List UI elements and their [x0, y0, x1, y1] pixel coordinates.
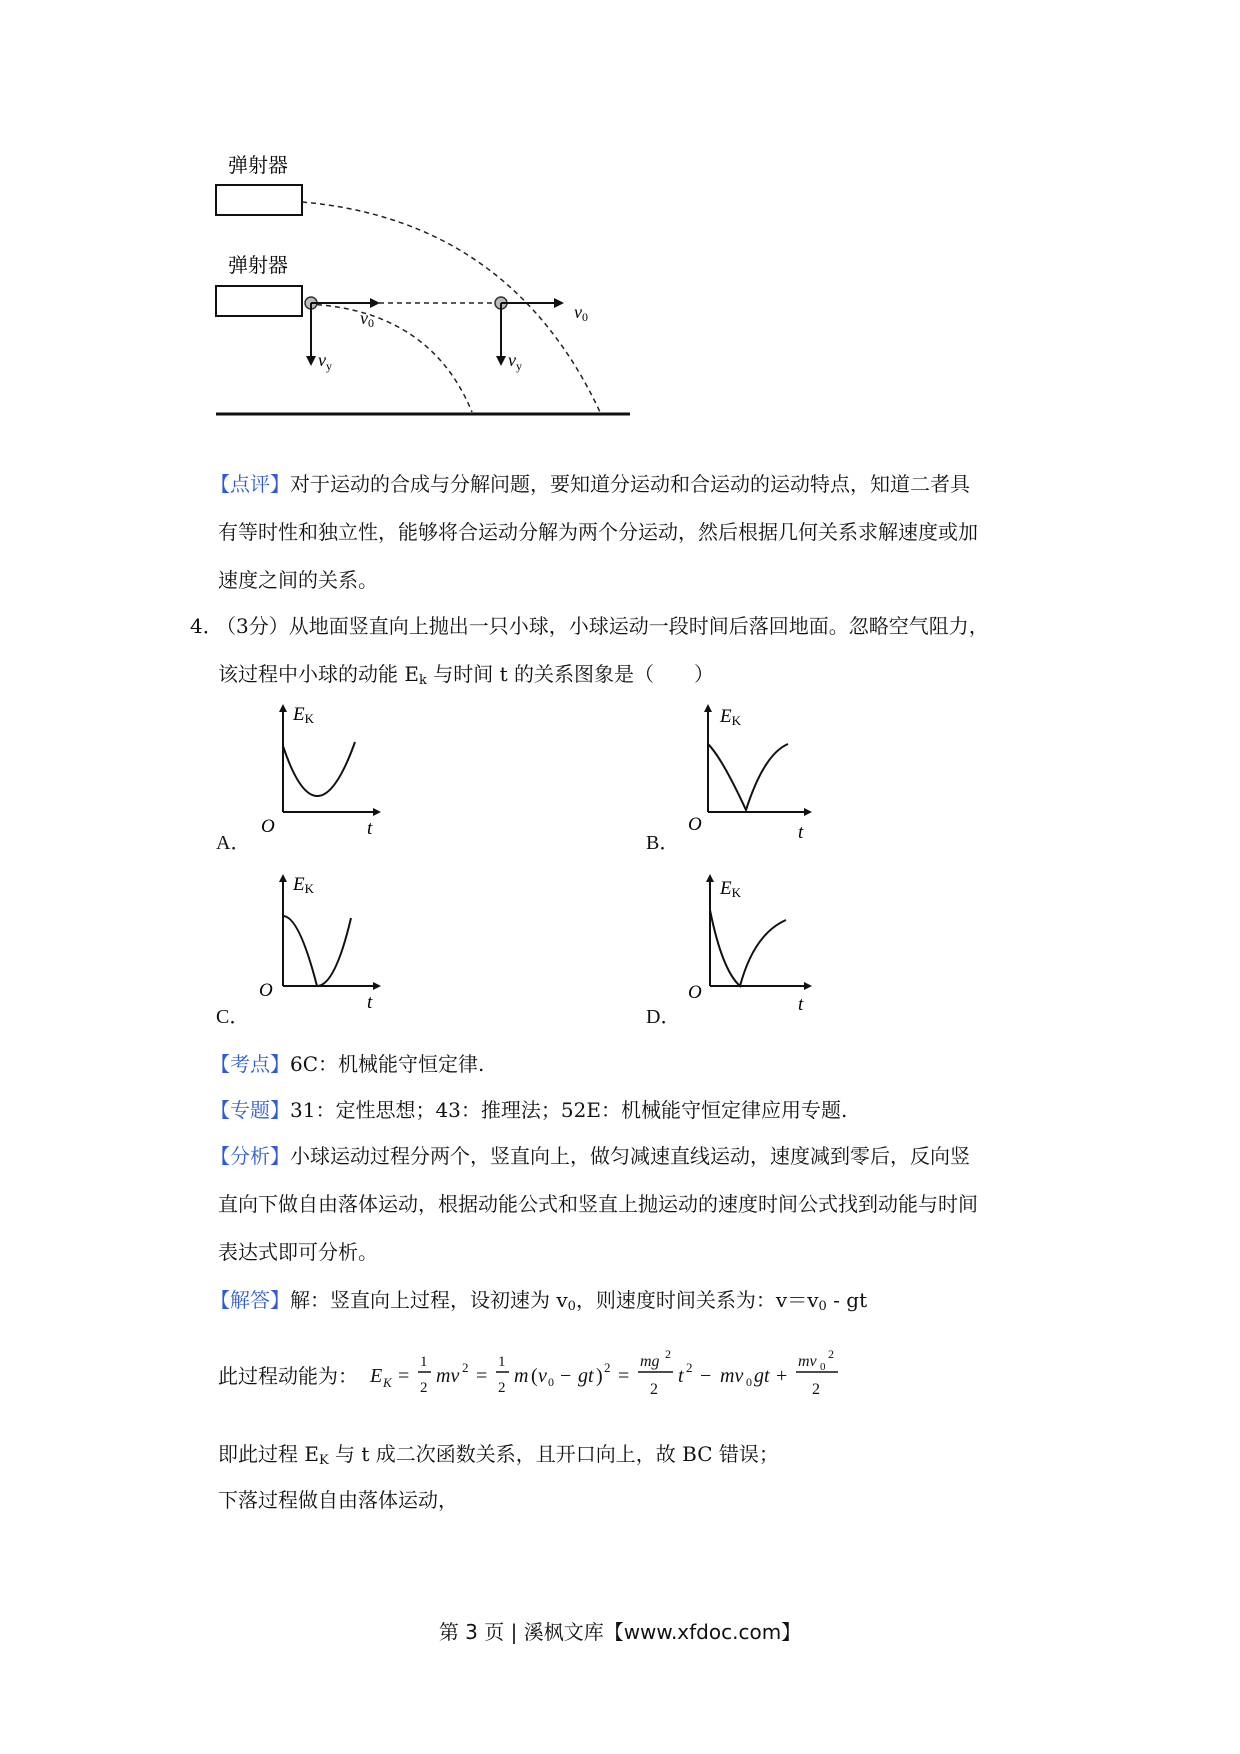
svg-text:=: =	[476, 1365, 488, 1387]
vy-label-1: $v_y$	[318, 350, 332, 373]
review-line-1: 【点评】对于运动的合成与分解问题，要知道分运动和合运动的运动特点，知道二者具	[210, 472, 970, 496]
energy-formula	[368, 1340, 908, 1410]
svg-text:2: 2	[604, 1360, 611, 1375]
svg-text:=: =	[618, 1365, 630, 1387]
jieda-line-1: 【解答】解：竖直向上过程，设初速为 $v_0$，则速度时间关系为：$v=v_0$ - gt	[210, 1288, 868, 1314]
svg-text:2: 2	[420, 1380, 428, 1396]
launcher-label-top: 弹射器	[228, 153, 288, 177]
graph-a-svg	[255, 700, 395, 840]
question-number: 4．	[190, 614, 223, 638]
svg-text:t: t	[798, 994, 804, 1015]
curve-d	[710, 910, 786, 986]
svg-text:+: +	[776, 1365, 788, 1387]
jieda-line-after: 即此过程 $E_K$ 与 t 成二次函数关系，且开口向上，故 BC 错误；	[218, 1442, 779, 1468]
launcher-label-bottom: 弹射器	[228, 253, 288, 277]
arrowhead-vy-1	[306, 356, 316, 366]
trajectory-lower	[308, 304, 472, 412]
svg-text:2: 2	[665, 1347, 671, 1361]
svg-text:mv: mv	[798, 1353, 817, 1370]
svg-text:2: 2	[462, 1360, 469, 1375]
option-d-label[interactable]: D．	[646, 1006, 681, 1028]
svg-text:2: 2	[498, 1380, 506, 1396]
svg-text:−: −	[700, 1365, 712, 1387]
fenxi-line-3: 表达式即可分析。	[218, 1240, 378, 1264]
zhuanti-line: 【专题】31：定性思想；43：推理法；52E：机械能守恒定律应用专题.	[210, 1098, 848, 1122]
option-b-graph[interactable]	[688, 700, 828, 840]
svg-text:EK: EK	[720, 706, 741, 728]
zhuanti-tag: 【专题】	[210, 1098, 290, 1122]
fenxi-line-1: 【分析】小球运动过程分两个，竖直向上，做匀减速直线运动，速度减到零后，反向竖	[210, 1144, 970, 1168]
graph-d-svg	[688, 870, 828, 1020]
fenxi-tag: 【分析】	[210, 1144, 290, 1168]
svg-text:O: O	[259, 980, 273, 1001]
question-line-2: 该过程中小球的动能 $E_k$ 与时间 t 的关系图象是（ ）	[218, 662, 714, 688]
projectile-diagram	[210, 150, 650, 430]
arrowhead-vy-2	[496, 356, 506, 366]
svg-text:): )	[596, 1365, 603, 1387]
svg-text:1: 1	[498, 1354, 506, 1370]
svg-text:0: 0	[746, 1375, 752, 1389]
svg-text:2: 2	[686, 1360, 693, 1375]
curve-b	[708, 744, 788, 810]
svg-text:E: E	[370, 1365, 383, 1387]
svg-text:0: 0	[548, 1375, 554, 1389]
svg-text:t: t	[367, 818, 373, 839]
curve-a	[283, 742, 355, 796]
energy-formula-svg	[368, 1340, 908, 1410]
arrowhead-v0-1	[370, 298, 380, 308]
svg-text:0: 0	[820, 1361, 826, 1373]
fenxi-line-2: 直向下做自由落体运动，根据动能公式和竖直上抛运动的速度时间公式找到动能与时间	[218, 1192, 978, 1216]
question-line-1: （3分）从地面竖直向上抛出一只小球，小球运动一段时间后落回地面。忽略空气阻力，	[216, 614, 989, 638]
svg-text:=: =	[398, 1365, 410, 1387]
svg-text:t: t	[798, 822, 804, 840]
svg-text:EK: EK	[293, 704, 314, 726]
launcher-box-bottom	[216, 286, 302, 316]
svg-text:mv: mv	[436, 1365, 460, 1387]
review-line-2: 有等时性和独立性，能够将合运动分解为两个分运动，然后根据几何关系求解速度或加	[218, 520, 978, 544]
svg-text:v: v	[538, 1365, 547, 1387]
vy-label-2: $v_y$	[508, 350, 522, 373]
svg-text:O: O	[688, 814, 702, 835]
svg-text:2: 2	[812, 1381, 820, 1398]
review-tag: 【点评】	[210, 472, 290, 496]
svg-text:EK: EK	[293, 874, 314, 896]
svg-text:1: 1	[420, 1354, 428, 1370]
projectile-figure	[210, 150, 650, 430]
v0-label-1: v0	[360, 308, 374, 330]
option-c-graph[interactable]	[255, 870, 395, 1020]
svg-text:O: O	[688, 982, 702, 1003]
option-a-graph[interactable]	[255, 700, 395, 840]
svg-text:O: O	[261, 816, 275, 837]
svg-text:t: t	[367, 992, 373, 1013]
jieda-tag: 【解答】	[210, 1288, 290, 1312]
svg-text:mv: mv	[720, 1365, 744, 1387]
svg-text:K: K	[383, 1375, 392, 1390]
svg-text:gt: gt	[578, 1365, 594, 1387]
svg-text:gt: gt	[754, 1365, 770, 1387]
option-d-graph[interactable]	[688, 870, 828, 1020]
v0-label-2: v0	[574, 302, 588, 324]
svg-text:m: m	[514, 1365, 529, 1387]
page-footer: 第 3 页 | 溪枫文库【www.xfdoc.com】	[438, 1620, 802, 1644]
jieda-line-last: 下落过程做自由落体运动，	[218, 1488, 458, 1512]
arrowhead-v0-2	[554, 298, 564, 308]
svg-text:EK: EK	[720, 878, 741, 900]
svg-text:t: t	[678, 1365, 684, 1387]
review-line-3: 速度之间的关系。	[218, 568, 378, 592]
svg-text:2: 2	[650, 1381, 658, 1398]
option-b-label[interactable]: B．	[646, 832, 680, 854]
graph-b-svg	[688, 700, 828, 840]
option-c-label[interactable]: C．	[216, 1006, 250, 1028]
svg-text:2: 2	[828, 1347, 834, 1361]
curve-c	[283, 916, 351, 986]
launcher-box-top	[216, 185, 302, 215]
option-a-label[interactable]: A．	[216, 832, 251, 854]
energy-prefix: 此过程动能为：	[218, 1364, 358, 1388]
kaodian-line: 【考点】6C：机械能守恒定律.	[210, 1052, 485, 1076]
kaodian-tag: 【考点】	[210, 1052, 290, 1076]
svg-text:−: −	[560, 1365, 572, 1387]
svg-text:(: (	[531, 1365, 538, 1387]
svg-text:mg: mg	[640, 1353, 660, 1370]
graph-c-svg	[255, 870, 395, 1020]
